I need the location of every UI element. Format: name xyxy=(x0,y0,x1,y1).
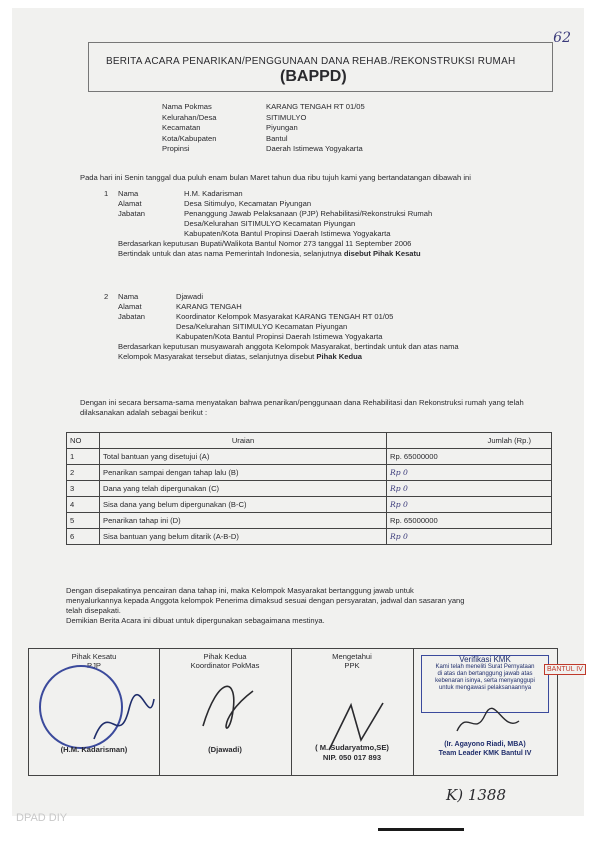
party-2-address-label: Alamat xyxy=(118,302,142,311)
party-1-name: H.M. Kadarisman xyxy=(184,189,243,198)
party-1-position-line: Penanggung Jawab Pelaksanaan (PJP) Rehabilitasi/Rekonstruksi Rumah xyxy=(184,209,433,218)
info-row: Kecamatan Piyungan xyxy=(162,123,298,132)
signature-party-2 xyxy=(159,649,292,775)
party-1-position-line: Desa/Kelurahan SITIMULYO Kecamatan Piyungan xyxy=(184,219,356,228)
party-1-role: disebut Pihak Kesatu xyxy=(343,249,421,258)
table-row: 1 Total bantuan yang disetujui (A) Rp. 65000000 xyxy=(67,449,552,465)
table-row: 4 Sisa dana yang belum dipergunakan (B-C) Rp 0 xyxy=(67,497,552,513)
watermark: DPAD DIY xyxy=(16,812,68,824)
party-1-address-label: Alamat xyxy=(118,199,142,208)
info-block xyxy=(162,102,365,155)
verification-stamp: Verifikasi KMK Kami telah meneliti Surat Pernyataan di atas dan bertanggung jawab atas kebenaran isinya, serta menyanggupi untuk mengawasi pelaksanaannya xyxy=(421,655,549,713)
table-row: 2 Penarikan sampai dengan tahap lalu (B) Rp 0 xyxy=(67,465,552,481)
party-2-name-label: Nama xyxy=(118,292,139,301)
sig-title: Pihak Kesatu xyxy=(71,652,117,661)
party-2-address: KARANG TENGAH xyxy=(176,302,242,311)
statement-text: Dengan ini secara bersama-sama menyatakan bahwa penarikan/penggunaan dana Rehabilitasi dan Rekonstruksi rumah yang telah dilaksanakan adalah sebagai berikut : xyxy=(80,398,524,417)
sig-subtitle: PPK xyxy=(344,661,360,670)
sig-nip: NIP. 050 017 893 xyxy=(322,753,382,762)
verification-title: Verifikasi KMK xyxy=(459,655,511,664)
sig-title: Pihak Kedua xyxy=(203,652,247,661)
sig-role: Team Leader KMK Bantul IV xyxy=(438,750,532,757)
sig-name: (Djawadi) xyxy=(208,745,242,754)
party-2-role: Pihak Kedua xyxy=(316,352,362,361)
party-1-block xyxy=(104,189,554,259)
sig-subtitle: Koordinator PokMas xyxy=(190,661,260,670)
side-stamp: BANTUL IV xyxy=(544,664,586,675)
party-2-position-line: Kabupaten/Kota Bantul Propinsi Daerah Istimewa Yogyakarta xyxy=(176,332,383,341)
handwritten-code: K) 1388 xyxy=(446,786,506,804)
info-row: Kelurahan/Desa SITIMULYO xyxy=(162,112,307,122)
intro-text: Pada hari ini Senin tanggal dua puluh enam bulan Maret tahun dua ribu tujuh kami yang bertandatangan dibawah ini xyxy=(80,173,471,182)
sig-name: ( M. Sudaryatmo,SE) xyxy=(315,743,389,752)
signature-scribble-icon xyxy=(193,671,263,731)
party-2-position-label: Jabatan xyxy=(118,312,146,321)
signature-party-1 xyxy=(29,649,160,775)
sig-title: Mengetahui xyxy=(332,652,372,661)
party-1-name-label: Nama xyxy=(118,189,139,198)
sig-name: (Ir. Agayono Riadi, MBA) xyxy=(444,741,526,748)
table-row: 6 Sisa bantuan yang belum ditarik (A-B-D) Rp 0 xyxy=(67,529,552,545)
party-2-number: 2 xyxy=(104,292,109,301)
handwritten-page-number: 62 xyxy=(553,30,571,46)
sig-subtitle: PJP xyxy=(87,661,101,670)
col-desc-header: Uraian xyxy=(100,433,387,449)
signature-kmk xyxy=(413,649,557,775)
info-row: Nama Pokmas KARANG TENGAH RT 01/05 xyxy=(162,102,365,111)
closing-text: Dengan disepakatinya pencairan dana tahap ini, maka Kelompok Masyarakat bertanggung jawab untuk menyalurkannya kepada Anggota kelompok Penerima dimaksud sesuai dengan persyaratan, jadwal dan sasaran yang telah disepakati. Demikian Berita Acara ini dibuat untuk dipergunakan sebagaimana mestinya. xyxy=(66,586,465,625)
sig-name: (H.M. Kadarisman) xyxy=(60,745,128,754)
party-2-block xyxy=(104,292,554,362)
document-title: BERITA ACARA PENARIKAN/PENGGUNAAN DANA REHAB./REKONSTRUKSI RUMAH xyxy=(106,56,516,67)
signature-ppk xyxy=(291,649,414,775)
signature-scribble-icon xyxy=(89,689,159,749)
party-1-basis: Berdasarkan keputusan Bupati/Walikota Bantul Nomor 273 tanggal 11 September 2006 Bertindak untuk dan atas nama Pemerintah Indonesia, selanjutnya disebut Pihak Kesatu xyxy=(118,239,421,258)
info-row: Kota/Kabupaten Bantul xyxy=(162,133,288,143)
party-2-basis: Berdasarkan keputusan musyawarah anggota Kelompok Masyarakat, bertindak untuk dan atas nama Kelompok Masyarakat tersebut diatas, selanjutnya disebut Pihak Kedua xyxy=(118,342,459,361)
table-row: 3 Dana yang telah dipergunakan (C) Rp 0 xyxy=(67,481,552,497)
col-amount-header: Jumlah (Rp.) xyxy=(387,433,552,449)
signature-block xyxy=(28,648,558,776)
table-row: 5 Penarikan tahap ini (D) Rp. 65000000 xyxy=(67,513,552,529)
party-1-position-line: Kabupaten/Kota Bantul Propinsi Daerah Istimewa Yogyakarta xyxy=(184,229,391,238)
info-row: Propinsi Daerah Istimewa Yogyakarta xyxy=(162,144,363,153)
party-1-address: Desa Sitimulyo, Kecamatan Piyungan xyxy=(184,199,312,208)
party-1-position-label: Jabatan xyxy=(118,209,146,218)
party-1-number: 1 xyxy=(104,189,109,198)
party-2-name: Djawadi xyxy=(176,292,204,301)
signature-scribble-icon xyxy=(453,707,523,739)
party-2-position-line: Koordinator Kelompok Masyarakat KARANG TENGAH RT 01/05 xyxy=(176,312,394,321)
fund-table xyxy=(66,432,552,545)
col-no-header: NO xyxy=(67,433,100,449)
document-abbreviation: (BAPPD) xyxy=(280,68,347,85)
table-header-row xyxy=(67,433,552,449)
party-2-position-line: Desa/Kelurahan SITIMULYO Kecamatan Piyungan xyxy=(176,322,348,331)
bottom-bar xyxy=(378,828,464,831)
